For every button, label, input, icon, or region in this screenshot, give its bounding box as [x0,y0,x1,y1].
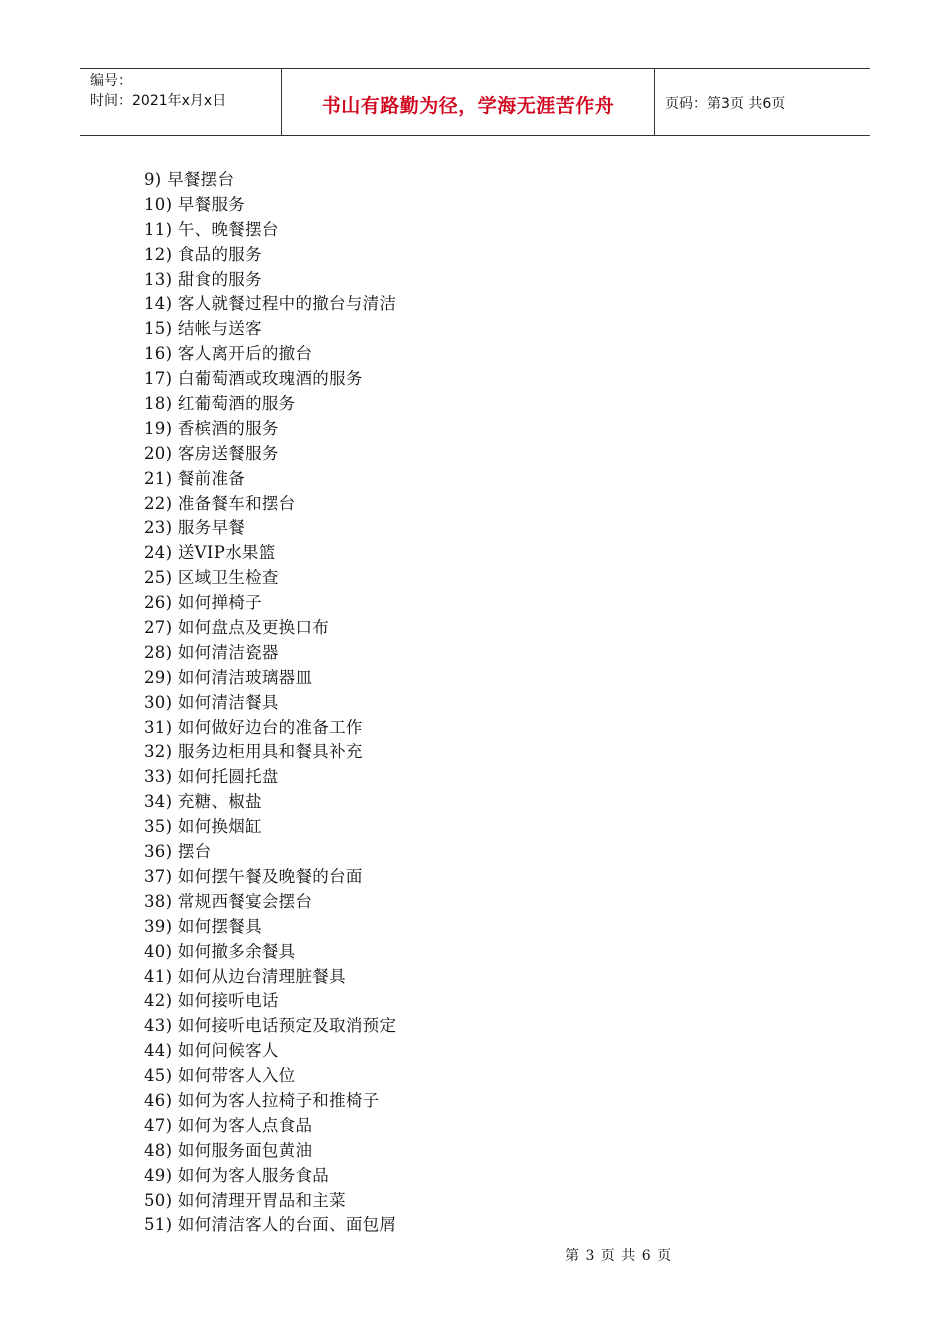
list-item: 21) 餐前准备 [144,468,246,488]
list-item: 15) 结帐与送客 [144,319,262,339]
time-label: 时间：2021年x月x日 [90,93,227,109]
list-item: 22) 准备餐车和摆台 [144,493,296,513]
list-item: 24) 送VIP水果篮 [144,543,276,563]
list-item: 42) 如何接听电话 [144,991,279,1011]
list-item: 33) 如何托圆托盘 [144,767,279,787]
list-item: 29) 如何清洁玻璃器皿 [144,667,313,687]
list-item: 51) 如何清洁客人的台面、面包屑 [144,1215,397,1235]
list-item: 26) 如何掸椅子 [144,593,262,613]
list-item: 10) 早餐服务 [144,194,246,214]
list-item: 11) 午、晚餐摆台 [144,219,279,239]
header-motto: 书山有路勤为径，学海无涯苦作舟 [282,69,655,135]
list-item: 49) 如何为客人服务食品 [144,1165,330,1185]
list-item: 50) 如何清理开胃品和主菜 [144,1190,346,1210]
list-item: 41) 如何从边台清理脏餐具 [144,966,346,986]
list-item: 23) 服务早餐 [144,518,246,538]
list-item: 32) 服务边柜用具和餐具补充 [144,742,363,762]
list-item: 48) 如何服务面包黄油 [144,1140,313,1160]
list-item: 45) 如何带客人入位 [144,1066,296,1086]
list-item: 47) 如何为客人点食品 [144,1115,313,1135]
list-item: 37) 如何摆午餐及晚餐的台面 [144,866,363,886]
list-item: 30) 如何清洁餐具 [144,692,279,712]
list-item: 36) 摆台 [144,842,212,862]
list-item: 28) 如何清洁瓷器 [144,642,279,662]
header-meta [80,69,282,135]
list-item: 40) 如何撤多余餐具 [144,941,296,961]
list-item: 27) 如何盘点及更换口布 [144,618,330,638]
list-item: 44) 如何问候客人 [144,1041,279,1061]
item-list [144,168,396,1238]
list-item: 18) 红葡萄酒的服务 [144,394,296,414]
list-item: 25) 区域卫生检查 [144,568,279,588]
list-item: 35) 如何换烟缸 [144,817,262,837]
list-item: 14) 客人就餐过程中的撤台与清洁 [144,294,397,314]
list-item: 34) 充糖、椒盐 [144,792,262,812]
list-item: 20) 客房送餐服务 [144,443,279,463]
list-item: 16) 客人离开后的撤台 [144,344,313,364]
list-item: 38) 常规西餐宴会摆台 [144,891,313,911]
list-item: 43) 如何接听电话预定及取消预定 [144,1016,397,1036]
list-item: 46) 如何为客人拉椅子和推椅子 [144,1090,380,1110]
page-footer: 第 3 页 共 6 页 [565,1248,673,1264]
list-item: 13) 甜食的服务 [144,269,262,289]
page-header [80,68,870,136]
list-item: 9) 早餐摆台 [144,170,235,189]
number-label: 编号： [90,73,132,89]
list-item: 39) 如何摆餐具 [144,916,262,936]
list-item: 19) 香槟酒的服务 [144,418,279,438]
list-item: 31) 如何做好边台的准备工作 [144,717,363,737]
list-item: 17) 白葡萄酒或玫瑰酒的服务 [144,369,363,389]
header-page-info: 页码：第3页 共6页 [665,96,786,112]
list-item: 12) 食品的服务 [144,244,262,264]
